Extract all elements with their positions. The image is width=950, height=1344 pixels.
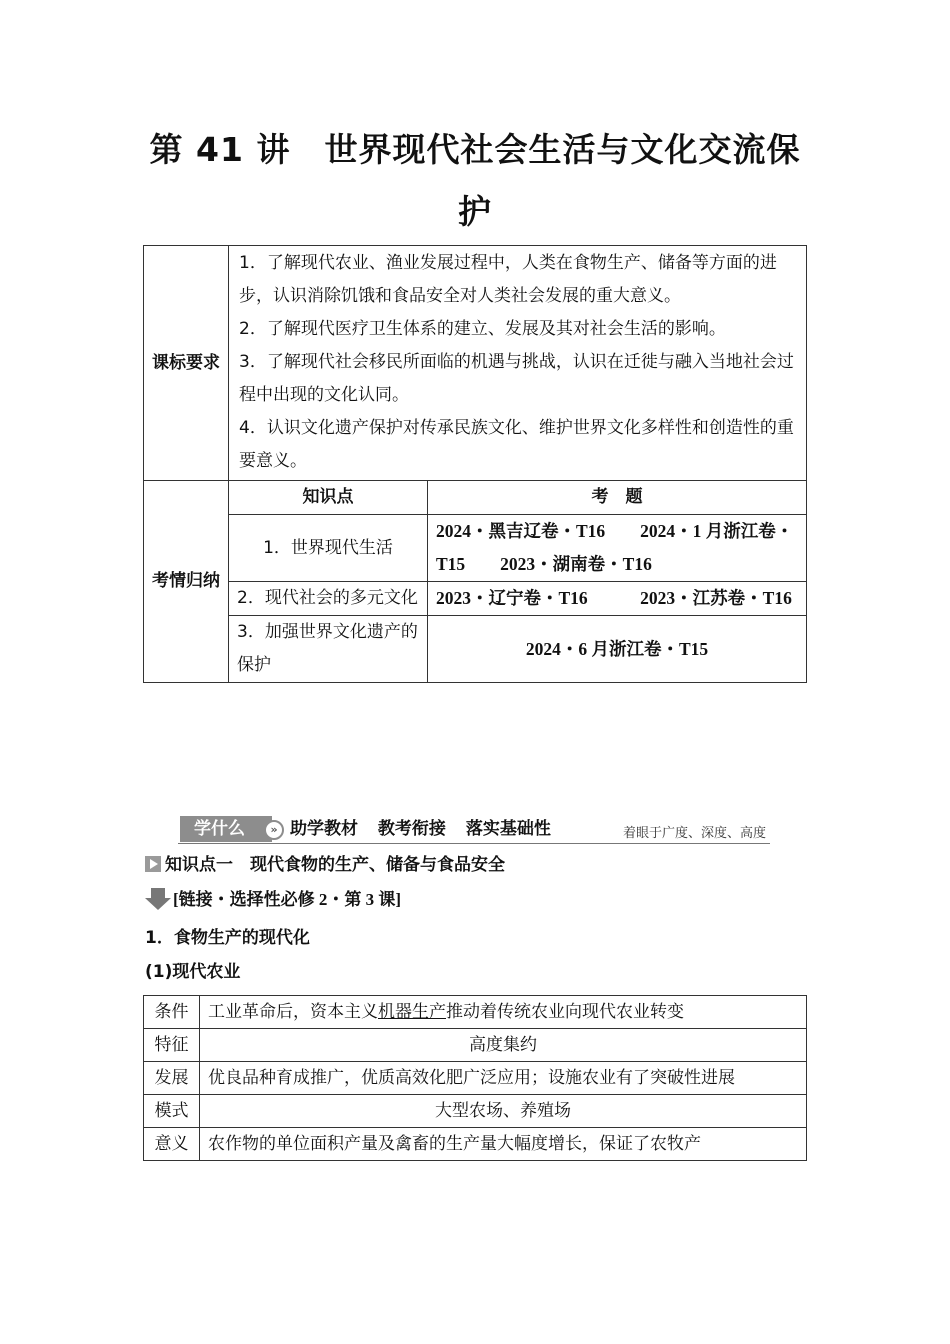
play-triangle-icon bbox=[145, 856, 161, 872]
table-row bbox=[144, 1095, 807, 1128]
banner-motto: 着眼于广度、深度、高度 bbox=[622, 826, 766, 841]
requirement-item: 1．了解现代农业、渔业发展过程中，人类在食物生产、储备等方面的进步，认识消除饥饿和食品安全对人类社会发展的重大意义。 bbox=[239, 253, 777, 306]
exam-point: 2．现代社会的多元文化 bbox=[229, 582, 428, 616]
exam-point: 1．世界现代生活 bbox=[229, 515, 428, 582]
row-value: 大型农场、养殖场 bbox=[200, 1095, 807, 1128]
banner-item: 助学教材 bbox=[290, 819, 358, 839]
banner-tag: 学什么 bbox=[180, 816, 272, 842]
overview-table bbox=[143, 245, 807, 683]
underlined-term: 机器生产 bbox=[378, 1002, 446, 1022]
requirement-item: 3．了解现代社会移民所面临的机遇与挑战，认识在迁徙与融入当地社会过程中出现的文化认同。 bbox=[239, 352, 794, 405]
chevron-right-icon: » bbox=[264, 820, 284, 840]
requirements-row bbox=[144, 246, 807, 481]
link-text: [链接・选择性必修 2・第 3 课] bbox=[173, 890, 402, 909]
exam-point: 3．加强世界文化遗产的保护 bbox=[229, 616, 428, 683]
exam-row bbox=[144, 582, 807, 616]
page-title-continued: 护 bbox=[458, 192, 492, 231]
agriculture-table bbox=[143, 995, 807, 1161]
subsection-heading: (1)现代农业 bbox=[145, 962, 241, 982]
table-row bbox=[144, 1128, 807, 1161]
section-banner bbox=[178, 814, 770, 844]
banner-divider bbox=[178, 843, 770, 844]
requirements-list bbox=[229, 246, 807, 481]
row-key: 特征 bbox=[144, 1029, 200, 1062]
row-key: 发展 bbox=[144, 1062, 200, 1095]
row-value: 农作物的单位面积产量及禽畜的生产量大幅度增长，保证了农牧产 bbox=[200, 1128, 807, 1161]
knowledge-heading bbox=[145, 853, 505, 877]
exam-row bbox=[144, 515, 807, 582]
section-heading: 1．食物生产的现代化 bbox=[145, 928, 310, 948]
exam-question: 2023・辽宁卷・T16 2023・江苏卷・T16 bbox=[428, 582, 807, 616]
column-header-question: 考 题 bbox=[428, 481, 807, 515]
table-row bbox=[144, 1062, 807, 1095]
down-arrow-icon bbox=[145, 888, 171, 910]
page-title: 第 41 讲 世界现代社会生活与文化交流保 bbox=[149, 130, 801, 169]
exam-question: 2024・6 月浙江卷・T15 bbox=[428, 616, 807, 683]
column-header-point: 知识点 bbox=[229, 481, 428, 515]
row-key: 意义 bbox=[144, 1128, 200, 1161]
requirements-label: 课标要求 bbox=[144, 246, 229, 481]
row-key: 条件 bbox=[144, 996, 200, 1029]
knowledge-heading-text: 知识点一 现代食物的生产、储备与食品安全 bbox=[165, 855, 505, 875]
link-line bbox=[145, 888, 401, 912]
table-row bbox=[144, 996, 807, 1029]
banner-items bbox=[290, 816, 565, 842]
requirement-item: 4．认识文化遗产保护对传承民族文化、维护世界文化多样性和创造性的重要意义。 bbox=[239, 418, 794, 471]
exam-row bbox=[144, 616, 807, 683]
row-key: 模式 bbox=[144, 1095, 200, 1128]
banner-item: 教考衔接 bbox=[377, 819, 446, 839]
table-row bbox=[144, 1029, 807, 1062]
exam-label: 考情归纳 bbox=[144, 481, 229, 683]
row-value: 工业革命后，资本主义机器生产推动着传统农业向现代农业转变 bbox=[200, 996, 807, 1029]
exam-header-row bbox=[144, 481, 807, 515]
row-value: 高度集约 bbox=[200, 1029, 807, 1062]
exam-question: 2024・黑吉辽卷・T16 2024・1 月浙江卷・T15 2023・湖南卷・T16 bbox=[428, 515, 807, 582]
banner-item: 落实基础性 bbox=[465, 819, 551, 839]
requirement-item: 2．了解现代医疗卫生体系的建立、发展及其对社会生活的影响。 bbox=[239, 319, 726, 339]
row-value: 优良品种育成推广，优质高效化肥广泛应用；设施农业有了突破性进展 bbox=[200, 1062, 807, 1095]
